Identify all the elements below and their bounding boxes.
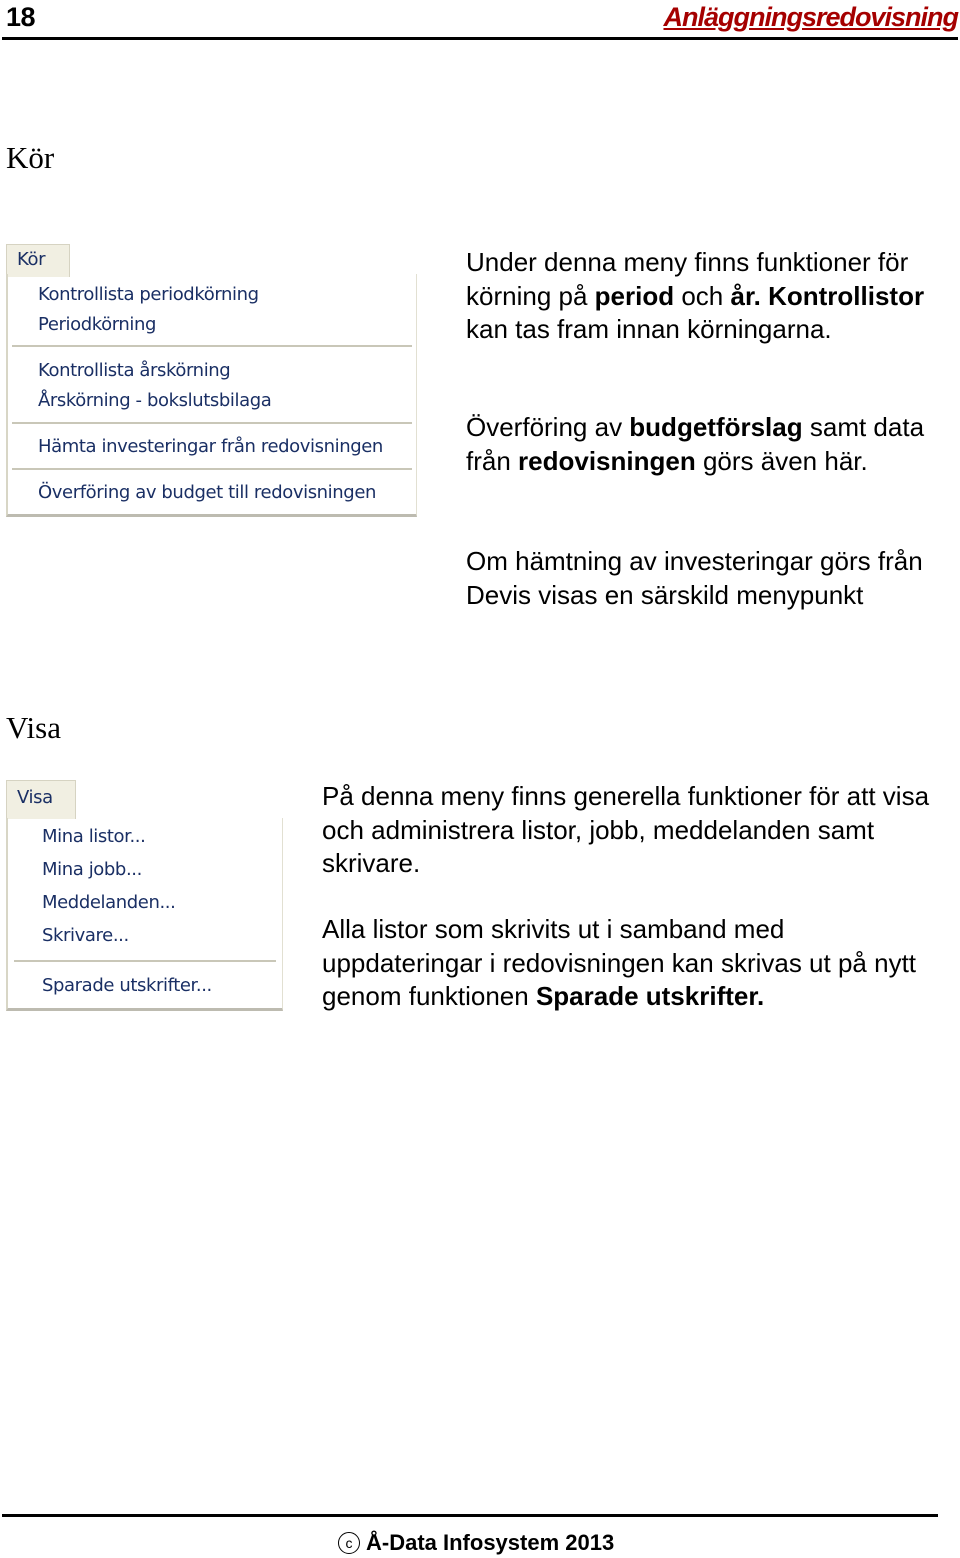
menu-item-overforing-budget[interactable]: Överföring av budget till redovisningen: [38, 482, 377, 503]
page-number: 18: [6, 2, 36, 32]
visa-paragraph-2: Alla listor som skrivits ut i samband med uppdateringar i redovisningen kan skrivas ut på nytt genom funktionen Sparade utskrifter.: [322, 914, 917, 1011]
menu-item-hamta-investeringar[interactable]: Hämta investeringar från redovisningen: [38, 436, 383, 457]
footer-rule: [2, 1514, 938, 1517]
menu-separator: [12, 422, 412, 425]
menu-item-skrivare[interactable]: Skrivare...: [42, 925, 129, 946]
page-header: [0, 0, 960, 40]
visa-menu-screenshot: [6, 780, 284, 1015]
kor-paragraph-3: Om hämtning av investeringar görs från Devis visas en särskild menypunkt: [466, 546, 923, 610]
copyright-icon: c: [338, 1532, 360, 1554]
menu-item-sparade-utskrifter[interactable]: Sparade utskrifter...: [42, 975, 212, 996]
kor-menu-tab[interactable]: Kör: [6, 244, 70, 277]
visa-paragraph-1: På denna meny finns generella funktioner för att visa och administrera listor, jobb, meddelanden samt skrivare.: [322, 781, 930, 878]
header-rule: [2, 37, 958, 40]
visa-menu-tab[interactable]: Visa: [6, 780, 76, 819]
menu-item-kontrollista-periodkorning[interactable]: Kontrollista periodkörning: [38, 284, 259, 305]
kor-menu-body: [6, 274, 417, 517]
menu-separator: [14, 960, 276, 963]
menu-separator: [12, 468, 412, 471]
menu-item-kontrollista-arskorning[interactable]: Kontrollista årskörning: [38, 360, 231, 381]
menu-item-meddelanden[interactable]: Meddelanden...: [42, 892, 176, 913]
footer-text: Å-Data Infosystem 2013: [366, 1530, 615, 1555]
menu-separator: [12, 345, 412, 348]
visa-menu-body: [6, 818, 283, 1011]
menu-item-mina-jobb[interactable]: Mina jobb...: [42, 859, 142, 880]
section-heading-visa: Visa: [6, 710, 61, 745]
kor-menu-screenshot: [6, 244, 418, 519]
footer-copyright: [338, 1530, 614, 1556]
menu-item-arskorning-bokslutsbilaga[interactable]: Årskörning - bokslutsbilaga: [38, 390, 272, 411]
menu-item-periodkorning[interactable]: Periodkörning: [38, 314, 157, 335]
section-heading-kor: Kör: [6, 140, 55, 175]
kor-paragraph-1: Under denna meny finns funktioner för körning på period och år. Kontrollistor kan tas fram innan körningarna.: [466, 247, 925, 344]
menu-item-mina-listor[interactable]: Mina listor...: [42, 826, 146, 847]
kor-paragraph-2: Överföring av budgetförslag samt data från redovisningen görs även här.: [466, 412, 925, 476]
chapter-title: Anläggningsredovisning: [663, 2, 958, 32]
